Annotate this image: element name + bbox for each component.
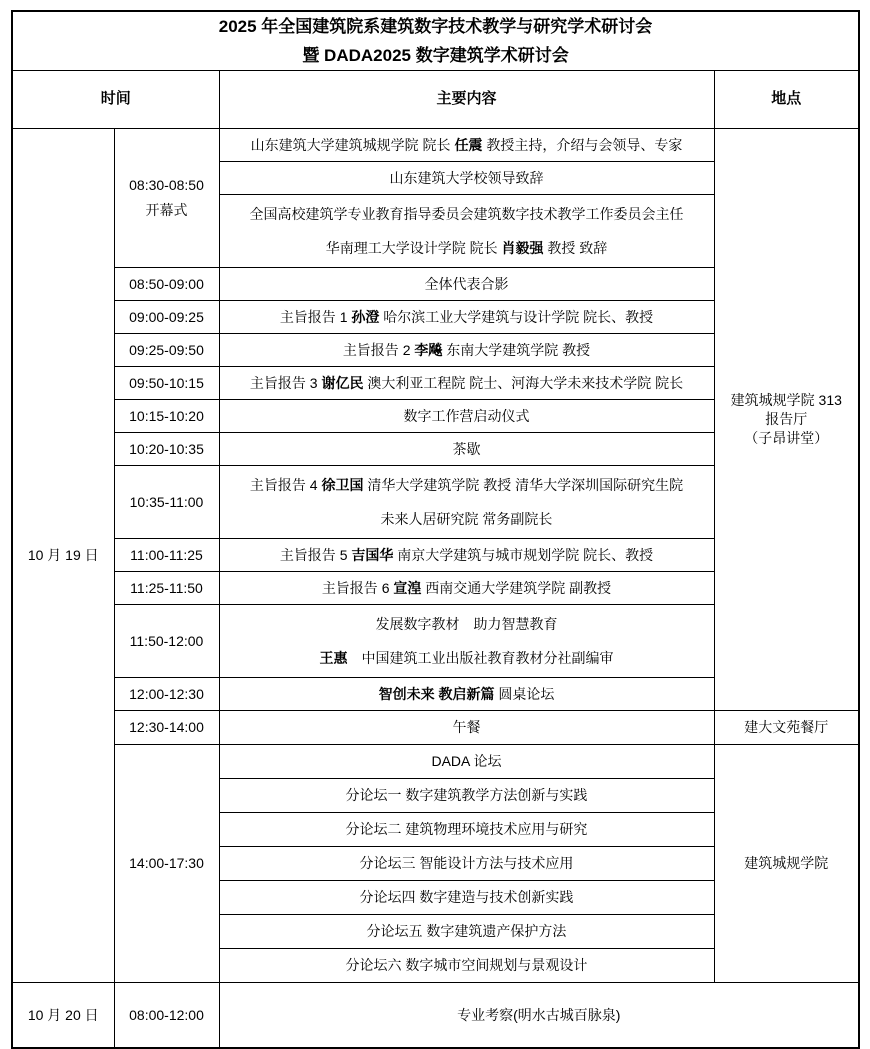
location-cell-main bbox=[714, 129, 859, 711]
content-cell-lunch: 午餐 bbox=[219, 711, 714, 745]
text-line bbox=[226, 231, 708, 265]
content-cell-keynote3 bbox=[219, 367, 714, 400]
time-cell-afternoon: 14:00-17:30 bbox=[114, 745, 219, 983]
time-cell-textbook: 11:50-12:00 bbox=[114, 605, 219, 678]
content-cell-dada-forum: DADA 论坛 bbox=[219, 745, 714, 779]
content-cell-opening-speech: 山东建筑大学校领导致辞 bbox=[219, 162, 714, 195]
time-cell-photo: 08:50-09:00 bbox=[114, 268, 219, 301]
text-segment: 主旨报告 1 bbox=[279, 308, 352, 325]
speaker-name: 李飚 bbox=[414, 341, 443, 358]
speaker-name: 任震 bbox=[454, 136, 483, 153]
content-cell-opening-committee bbox=[219, 195, 714, 268]
location-cell-lunch: 建大文苑餐厅 bbox=[714, 711, 859, 745]
opening-time: 08:30-08:50 bbox=[129, 177, 204, 194]
content-cell-roundtable bbox=[219, 678, 714, 711]
content-cell-session-3: 分论坛三 智能设计方法与技术应用 bbox=[219, 847, 714, 881]
speaker-name: 谢亿民 bbox=[321, 374, 364, 391]
conference-title-line2: 暨 DADA2025 数字建筑学术研讨会 bbox=[302, 46, 569, 65]
speaker-name: 孙澄 bbox=[351, 308, 380, 325]
text-line bbox=[226, 468, 708, 502]
content-cell-keynote2 bbox=[219, 334, 714, 367]
content-cell-photo: 全体代表合影 bbox=[219, 268, 714, 301]
text-segment: 西南交通大学建筑学院 副教授 bbox=[421, 579, 612, 596]
text-segment: 华南理工大学设计学院 院长 bbox=[325, 240, 502, 256]
speaker-name: 肖毅强 bbox=[501, 240, 544, 256]
content-cell-session-2: 分论坛二 建筑物理环境技术应用与研究 bbox=[219, 813, 714, 847]
speaker-name: 吉国华 bbox=[351, 546, 394, 563]
text-segment: 主旨报告 5 bbox=[279, 546, 352, 563]
col-header-location: 地点 bbox=[714, 71, 859, 129]
time-cell-launch: 10:15-10:20 bbox=[114, 400, 219, 433]
conference-schedule-table bbox=[11, 10, 860, 1049]
content-cell-launch: 数字工作营启动仪式 bbox=[219, 400, 714, 433]
content-cell-day2: 专业考察(明水古城百脉泉) bbox=[219, 983, 859, 1049]
text-segment: 圆桌论坛 bbox=[494, 685, 555, 702]
text-line: 全国高校建筑学专业教育指导委员会建筑数字技术教学工作委员会主任 bbox=[249, 206, 684, 222]
content-cell-opening-host bbox=[219, 129, 714, 162]
col-header-content: 主要内容 bbox=[219, 71, 714, 129]
time-cell-roundtable: 12:00-12:30 bbox=[114, 678, 219, 711]
text-segment: 哈尔滨工业大学建筑与设计学院 院长、教授 bbox=[379, 308, 654, 325]
content-cell-session-4: 分论坛四 数字建造与技术创新实践 bbox=[219, 881, 714, 915]
time-cell-keynote5: 11:00-11:25 bbox=[114, 539, 219, 572]
content-cell-keynote5 bbox=[219, 539, 714, 572]
date-cell-day2: 10 月 20 日 bbox=[12, 983, 114, 1049]
speaker-name: 王惠 bbox=[319, 650, 348, 666]
opening-label: 开幕式 bbox=[145, 202, 188, 218]
content-cell-session-6: 分论坛六 数字城市空间规划与景观设计 bbox=[219, 949, 714, 983]
text-segment: 主旨报告 2 bbox=[342, 341, 415, 358]
text-segment: 南京大学建筑与城市规划学院 院长、教授 bbox=[393, 546, 654, 563]
conference-title-line1: 2025 年全国建筑院系建筑数字技术教学与研究学术研讨会 bbox=[218, 17, 653, 36]
time-cell-day2: 08:00-12:00 bbox=[114, 983, 219, 1049]
time-cell-keynote6: 11:25-11:50 bbox=[114, 572, 219, 605]
text-line bbox=[226, 641, 708, 675]
content-cell-session-1: 分论坛一 数字建筑教学方法创新与实践 bbox=[219, 779, 714, 813]
location-main-line1: 建筑城规学院 313 bbox=[730, 392, 842, 409]
text-segment: 主旨报告 4 bbox=[249, 477, 322, 493]
speaker-name: 徐卫国 bbox=[321, 477, 364, 493]
time-cell-keynote1: 09:00-09:25 bbox=[114, 301, 219, 334]
time-cell-keynote2: 09:25-09:50 bbox=[114, 334, 219, 367]
location-main-line3: （子昂讲堂） bbox=[744, 429, 829, 446]
text-segment: 中国建筑工业出版社教育教材分社副编审 bbox=[347, 650, 614, 666]
time-cell-keynote4: 10:35-11:00 bbox=[114, 466, 219, 539]
content-cell-keynote1 bbox=[219, 301, 714, 334]
content-cell-keynote6 bbox=[219, 572, 714, 605]
text-line: 发展数字教材 助力智慧教育 bbox=[375, 616, 558, 632]
location-cell-afternoon: 建筑城规学院 bbox=[714, 745, 859, 983]
text-segment: 山东建筑大学建筑城规学院 院长 bbox=[250, 136, 455, 153]
roundtable-title: 智创未来 教启新篇 bbox=[378, 685, 495, 702]
time-cell-lunch: 12:30-14:00 bbox=[114, 711, 219, 745]
content-cell-session-5: 分论坛五 数字建筑遗产保护方法 bbox=[219, 915, 714, 949]
text-segment: 东南大学建筑学院 教授 bbox=[442, 341, 591, 358]
conference-title bbox=[12, 11, 859, 71]
content-cell-keynote4 bbox=[219, 466, 714, 539]
text-segment: 清华大学建筑学院 教授 清华大学深圳国际研究生院 bbox=[363, 477, 684, 493]
text-segment: 主旨报告 6 bbox=[321, 579, 394, 596]
text-segment: 主旨报告 3 bbox=[249, 374, 322, 391]
time-cell-opening bbox=[114, 129, 219, 268]
content-cell-tea: 茶歇 bbox=[219, 433, 714, 466]
speaker-name: 宣湟 bbox=[393, 579, 422, 596]
text-segment: 教授 致辞 bbox=[543, 240, 608, 256]
content-cell-textbook bbox=[219, 605, 714, 678]
text-segment: 教授主持，介绍与会领导、专家 bbox=[482, 136, 683, 153]
text-segment: 澳大利亚工程院 院士、河海大学未来技术学院 院长 bbox=[363, 374, 684, 391]
time-cell-tea: 10:20-10:35 bbox=[114, 433, 219, 466]
location-main-line2: 报告厅 bbox=[765, 411, 808, 428]
text-line: 未来人居研究院 常务副院长 bbox=[380, 511, 553, 527]
time-cell-keynote3: 09:50-10:15 bbox=[114, 367, 219, 400]
col-header-time: 时间 bbox=[12, 71, 219, 129]
date-cell-day1: 10 月 19 日 bbox=[12, 129, 114, 983]
